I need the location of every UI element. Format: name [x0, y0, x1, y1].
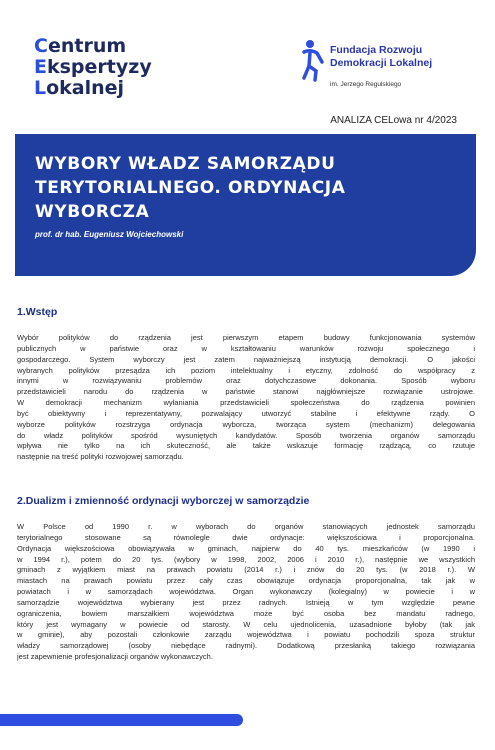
title-line: WYBORY WŁADZ SAMORZĄDU: [35, 154, 336, 174]
fundacja-name-line2: Demokracji Lokalnej: [330, 57, 433, 69]
text-line: gminach z wyjątkiem miast na prawach powiatu (2014 r.) i znów do 20 tys. (w 2018 r.). W: [17, 565, 475, 575]
text-line: następnie na treść polityki rozwojowej samorządu.: [17, 452, 184, 462]
text-line: W Polsce od 1990 r. w wyborach do organów stanowiących jednostek samorządu: [17, 522, 475, 531]
fundacja-name: [330, 44, 432, 70]
fundacja-logo: [300, 38, 470, 98]
logo-word-ekspertyzy: kspertyzy: [46, 56, 152, 78]
text-line: Ordynacja większościowa obowiązywała w gminach, najpierw do 40 tys. mieszkańców (w 1990 i: [17, 543, 475, 553]
logo-word-lokalnej: okalnej: [46, 77, 125, 99]
text-line: do władz polityków spośród wysuniętych kandydatów. Sposób tworzenia organów samorządu: [17, 430, 475, 440]
section-1-heading: 1.Wstęp: [17, 306, 58, 318]
title-line: TERYTORIALNEGO. ORDYNACJA: [35, 178, 346, 198]
section-2-paragraph: [17, 522, 475, 663]
text-line: być obiektywny i reprezentatywny, pozwalający utworzyć stabilne i efektywne rządy. O: [17, 408, 475, 418]
text-line: Wybór polityków do rządzenia jest pierwszym etapem budowy funkcjonowania systemów: [17, 333, 475, 342]
logo-letter-c: C: [34, 35, 48, 57]
section-1-paragraph: [17, 333, 475, 463]
text-line: w gminie), aby pozostali członkowie zarządu województwa i powiatu pochodzili spoza struktur: [17, 630, 475, 640]
text-line: wybranych polityków przesądza ich poziom intelektualny i etyczny, zdolność do współpracy z: [17, 365, 475, 375]
text-line: wpływa nie tylko na ich skuteczność, ale także wskazuje formację rządzącą, co rzutuje: [17, 441, 475, 451]
author: prof. dr hab. Eugeniusz Wojciechowski: [35, 230, 184, 239]
text-line: w 1994 r.), potem do 20 tys. (wybory w 1998, 2002, 2006 i 2010 r.), następnie we wszystkich: [17, 554, 475, 564]
text-line: W demokracji mechanizm wyłaniania przedstawicieli społeczeństwa do rządzenia powinien: [17, 398, 475, 408]
text-line: jest zapewnienie profesjonalizacji organów wykonawczych.: [17, 652, 213, 662]
section-2-heading: 2.Dualizm i zmienność ordynacji wyborczej w samorządzie: [17, 495, 310, 507]
logo-letter-l: L: [34, 77, 47, 99]
text-line: miastach na prawach powiatu przez cały czas obowiązuje ordynacja proporcjonalna, tak jak w: [17, 576, 475, 586]
fundacja-subtitle: im. Jerzego Regulskiego: [330, 81, 402, 88]
text-line: wyborze polityków rozstrzyga ordynacja wyborcza, tworząca system (mechanizm) delegowania: [17, 419, 475, 429]
text-line: ograniczenia, bowiem marszałkiem województwa może być osoba bez mandatu radnego,: [17, 608, 475, 618]
document-title: [35, 152, 455, 224]
logo-letter-e: E: [34, 56, 47, 78]
text-line: terytorialnego stosowane są równolegle dwie ordynacje: większościowa i proporcjonalna.: [17, 532, 475, 542]
text-line: innymi w rozwiązywaniu problemów oraz dotychczasowe dokonania. Sposób wyboru: [17, 376, 475, 386]
text-line: który jest wymagany w powiecie od starosty. W celu ujednolicenia, uzasadnione byłoby (tak jak: [17, 619, 475, 629]
text-line: przedstawicieli narodu do rządzenia w państwie stanowi najgłówniejsze rozwiązanie ustrojowe.: [17, 387, 475, 397]
title-banner: [15, 134, 476, 276]
person-figure-icon: [300, 38, 326, 82]
centrum-ekspertyzy-logo: [34, 36, 152, 99]
text-line: władzy samorządowej (osoby niebędące radnymi). Dodatkową przesłanką takiego rozwiązania: [17, 641, 475, 651]
text-line: samorządzie województwa wybierany jest przez radnych. Istnieją w tym względzie pewne: [17, 597, 475, 607]
text-line: gospodarczego. System wyborczy jest zatem najważniejszą instytucją demokracji. O jakości: [17, 354, 475, 364]
title-line: WYBORCZA: [35, 202, 150, 222]
text-line: publicznych w państwie oraz w kształtowaniu warunków rozwoju społecznego i: [17, 343, 475, 353]
footer-accent-bar: [0, 714, 243, 726]
analysis-number: ANALIZA CELowa nr 4/2023: [330, 115, 457, 126]
fundacja-name-line1: Fundacja Rozwoju: [330, 44, 423, 56]
logo-word-centrum: entrum: [47, 35, 127, 57]
text-line: powiatach i w samorządach województwa. Organ wykonawczy (kolegialny) w powiecie i w: [17, 587, 475, 597]
